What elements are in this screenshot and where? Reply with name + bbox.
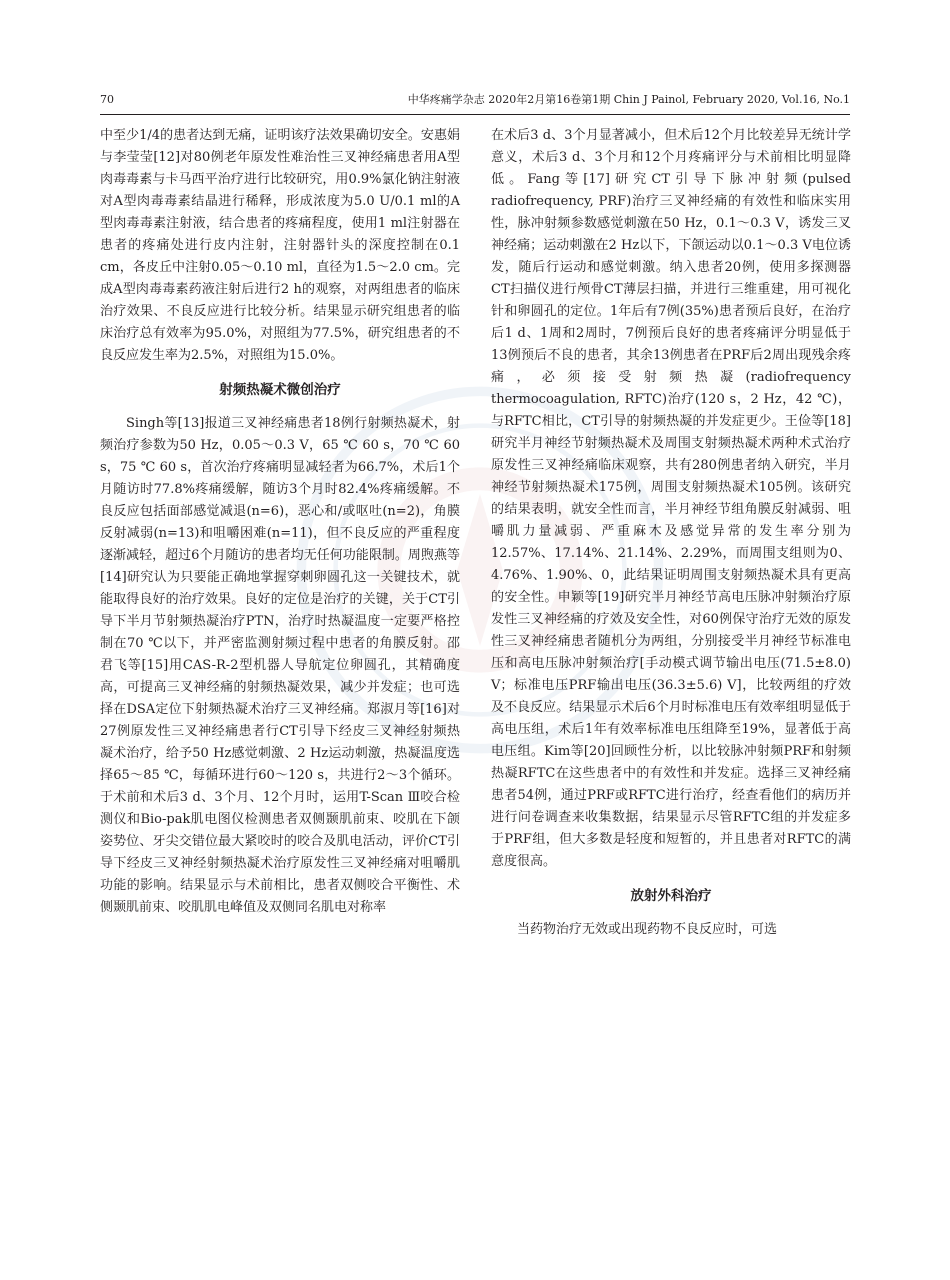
section-heading-radiofrequency: 射频热凝术微创治疗 [219,382,341,398]
section-heading-radiosurgery: 放射外科治疗 [630,888,712,904]
left-column [100,125,460,919]
paragraph-radiofrequency-thermocoagulation: Singh等[13]报道三叉神经痛患者18例行射频热凝术，射频治疗参数为50 Hz，0.05～0.3 V，65 ℃ 60 s，70 ℃ 60 s，75 ℃ 60 s，首次治疗疼痛明显减轻者为66.7%，术后1个月随访时77.8%疼痛缓解，随访3个月时82.4%疼痛缓解。不良反应包括面部感觉减退(n=6)，恶心和/或呕吐(n=2)，角膜反射减弱(n=13)和咀嚼困难(n=11)，但不良反应的严重程度逐渐减轻，超过6个月随访的患者均无任何功能限制。周煦燕等[14]研究认为只要能正确地掌握穿刺卵圆孔这一关键技术，就能取得良好的治疗效果。良好的定位是治疗的关键，关于CT引导下半月节射频热凝治疗PTN，治疗时热凝温度一定要严格控制在70 ℃以下，并严密监测射频过程中患者的角膜反射。邵君飞等[15]用CAS-R-2型机器人导航定位卵圆孔，其精确度高，可提高三叉神经痛的射频热凝效果，减少并发症；也可选择在DSA定位下射频热凝术治疗三叉神经痛。郑淑月等[16]对27例原发性三叉神经痛患者行CT引导下经皮三叉神经射频热凝术治疗，给予50 Hz感觉刺激、2 Hz运动刺激，热凝温度选择65～85 ℃，每循环进行60～120 s，共进行2～3个循环。于术前和术后3 d、3个月、12个月时，运用T-Scan Ⅲ咬合检测仪和Bio-pak肌电图仪检测患者双侧颞肌前束、咬肌在下颌姿势位、牙尖交错位最大紧咬时的咬合及肌电活动，评价CT引导下经皮三叉神经射频热凝术治疗原发性三叉神经痛对咀嚼肌功能的影响。结果显示与术前相比，患者双侧咬合平衡性、术侧颞肌前束、咬肌肌电峰值及双侧同名肌电对称率 [100,416,460,915]
paragraph-pulsed-radiofrequency: 在术后3 d、3个月显著减小，但术后12个月比较差异无统计学意义，术后3 d、3个月和12个月疼痛评分与术前相比明显降低。Fang等[17]研究CT引导下脉冲射频(pulsed radiofrequency, PRF)治疗三叉神经痛的有效性和临床实用性，脉冲射频参数感觉刺激在50 Hz，0.1～0.3 V，诱发三叉神经痛；运动刺激在2 Hz以下，下颌运动以0.1～0.3 V电位诱发，随后行运动和感觉刺激。纳入患者20例，使用多探测器CT扫描仪进行颅骨CT薄层扫描，并进行三维重建，用可视化针和卵圆孔的定位。1年后有7例(35%)患者预后良好，在治疗后1 d、1周和2周时，7例预后良好的患者疼痛评分明显低于13例预后不良的患者，其余13例患者在PRF后2周出现残余疼痛，必须接受射频热凝(radiofrequency thermocoagulation, RFTC)治疗(120 s，2 Hz，42 ℃)，与RFTC相比，CT引导的射频热凝的并发症更少。王俭等[18]研究半月神经节射频热凝术及周围支射频热凝术两种术式治疗原发性三叉神经痛临床观察，共有280例患者纳入研究，半月神经节射频热凝术175例，周围支射频热凝术105例。该研究的结果表明，就安全性而言，半月神经节组角膜反射减弱、咀嚼肌力量减弱、严重麻木及感觉异常的发生率分别为12.57%、17.14%、21.14%、2.29%，而周围支组则为0、4.76%、1.90%、0，此结果证明周围支射频热凝术具有更高的安全性。申颖等[19]研究半月神经节高电压脉冲射频治疗原发性三叉神经痛的疗效及安全性，对60例保守治疗无效的原发性三叉神经痛患者随机分为两组，分别接受半月神经节标准电压和高电压脉冲射频治疗[手动模式调节输出电压(71.5±8.0) V；标准电压PRF输出电压(36.3±5.6) V]，比较两组的疗效及不良反应。结果显示术后6个月时标准电压有效率组明显低于高电压组，术后1年有效率标准电压组降至19%，显著低于高电压组。Kim等[20]回顾性分析，以比较脉冲射频PRF和射频热凝RFTC在这些患者中的有效性和并发症。选择三叉神经痛患者54例，通过PRF或RFTC进行治疗，经查看他们的病历并进行问卷调查来收集数据，结果显示尽管RFTC组的并发症多于PRF组，但大多数是轻度和短暂的，并且患者对RFTC的满意度很高。 [491,128,851,869]
page-number: 70 [100,93,114,106]
running-header [100,92,850,115]
right-column [491,125,851,941]
journal-running-head: 中华疼痛学杂志 2020年2月第16卷第1期 Chin J Painol, February 2020, Vol.16, No.1 [407,93,850,106]
paragraph-radiosurgery-intro: 当药物治疗无效或出现药物不良反应时，可选 [517,922,778,937]
paragraph-botulinum-toxin: 中至少1/4的患者达到无痛，证明该疗法效果确切安全。安惠娟与李莹莹[12]对80例老年原发性难治性三叉神经痛患者用A型肉毒毒素与卡马西平治疗进行比较研究，用0.9%氯化钠注射液对A型肉毒毒素结晶进行稀释，形成浓度为5.0 U/0.1 ml的A型肉毒毒素注射液，结合患者的疼痛程度，使用1 ml注射器在患者的疼痛处进行皮内注射，注射器针头的深度控制在0.1 cm，各皮丘中注射0.05～0.10 ml，直径为1.5～2.0 cm。完成A型肉毒毒素药液注射后进行2 h的观察，对两组患者的临床治疗效果、不良反应进行比较分析。结果显示研究组患者的临床治疗总有效率为95.0%，对照组为77.5%，研究组患者的不良反应发生率为2.5%，对照组为15.0%。 [100,128,460,363]
